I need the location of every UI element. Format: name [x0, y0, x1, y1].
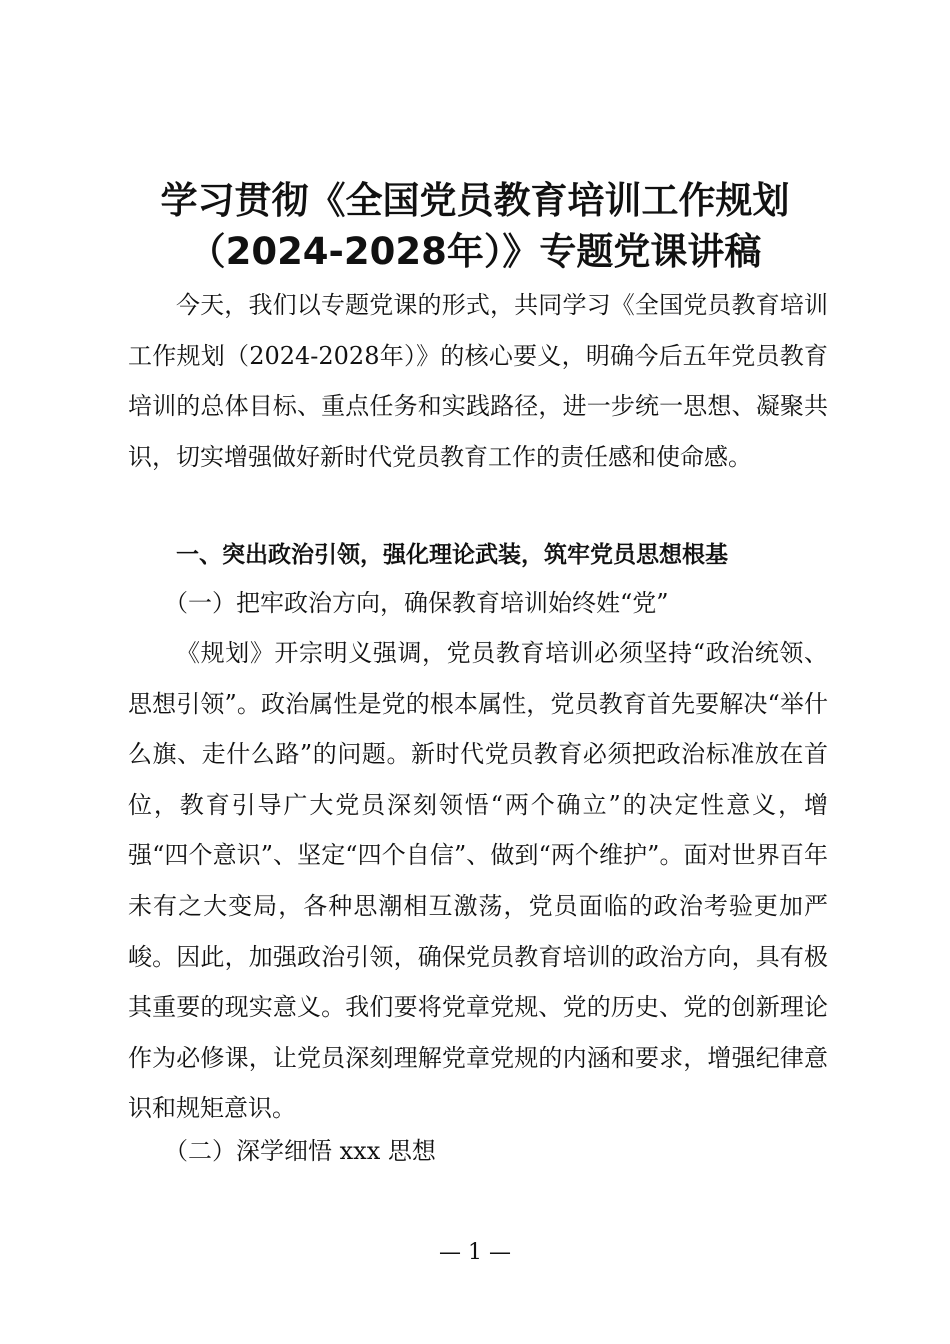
subsection-1-1-heading: （一）把牢政治方向，确保教育培训始终姓“党”: [164, 589, 669, 617]
section-1-heading: 一、突出政治引领，强化理论武装，筑牢党员思想根基: [176, 542, 728, 568]
intro-paragraph: 今天，我们以专题党课的形式，共同学习《全国党员教育培训工作规划（2024-2028年）》的核心要义，明确今后五年党员教育培训的总体目标、重点任务和实践路径，进一步统一思想、凝聚共识，切实增强做好新时代党员教育工作的责任感和使命感。: [128, 291, 828, 471]
document-title-line-2: （2024-2028年）》专题党课讲稿: [188, 230, 762, 273]
document-title-line-1: 学习贯彻《全国党员教育培训工作规划: [160, 179, 790, 222]
subsection-1-1-paragraph: 《规划》开宗明义强调，党员教育培训必须坚持“政治统领、思想引领”。政治属性是党的根本属性，党员教育首先要解决“举什么旗、走什么路”的问题。新时代党员教育必须把政治标准放在首位，教育引导广大党员深刻领悟“两个确立”的决定性意义，增强“四个意识”、坚定“四个自信”、做到“两个维护”。面对世界百年未有之大变局，各种思潮相互激荡，党员面临的政治考验更加严峻。因此，加强政治引领，确保党员教育培训的政治方向，具有极其重要的现实意义。我们要将党章党规、党的历史、党的创新理论作为必修课，让党员深刻理解党章党规的内涵和要求，增强纪律意识和规矩意识。: [128, 639, 828, 1123]
subsection-1-2-heading: （二）深学细悟 xxx 思想: [164, 1137, 436, 1165]
page-number: — 1 —: [439, 1240, 511, 1265]
